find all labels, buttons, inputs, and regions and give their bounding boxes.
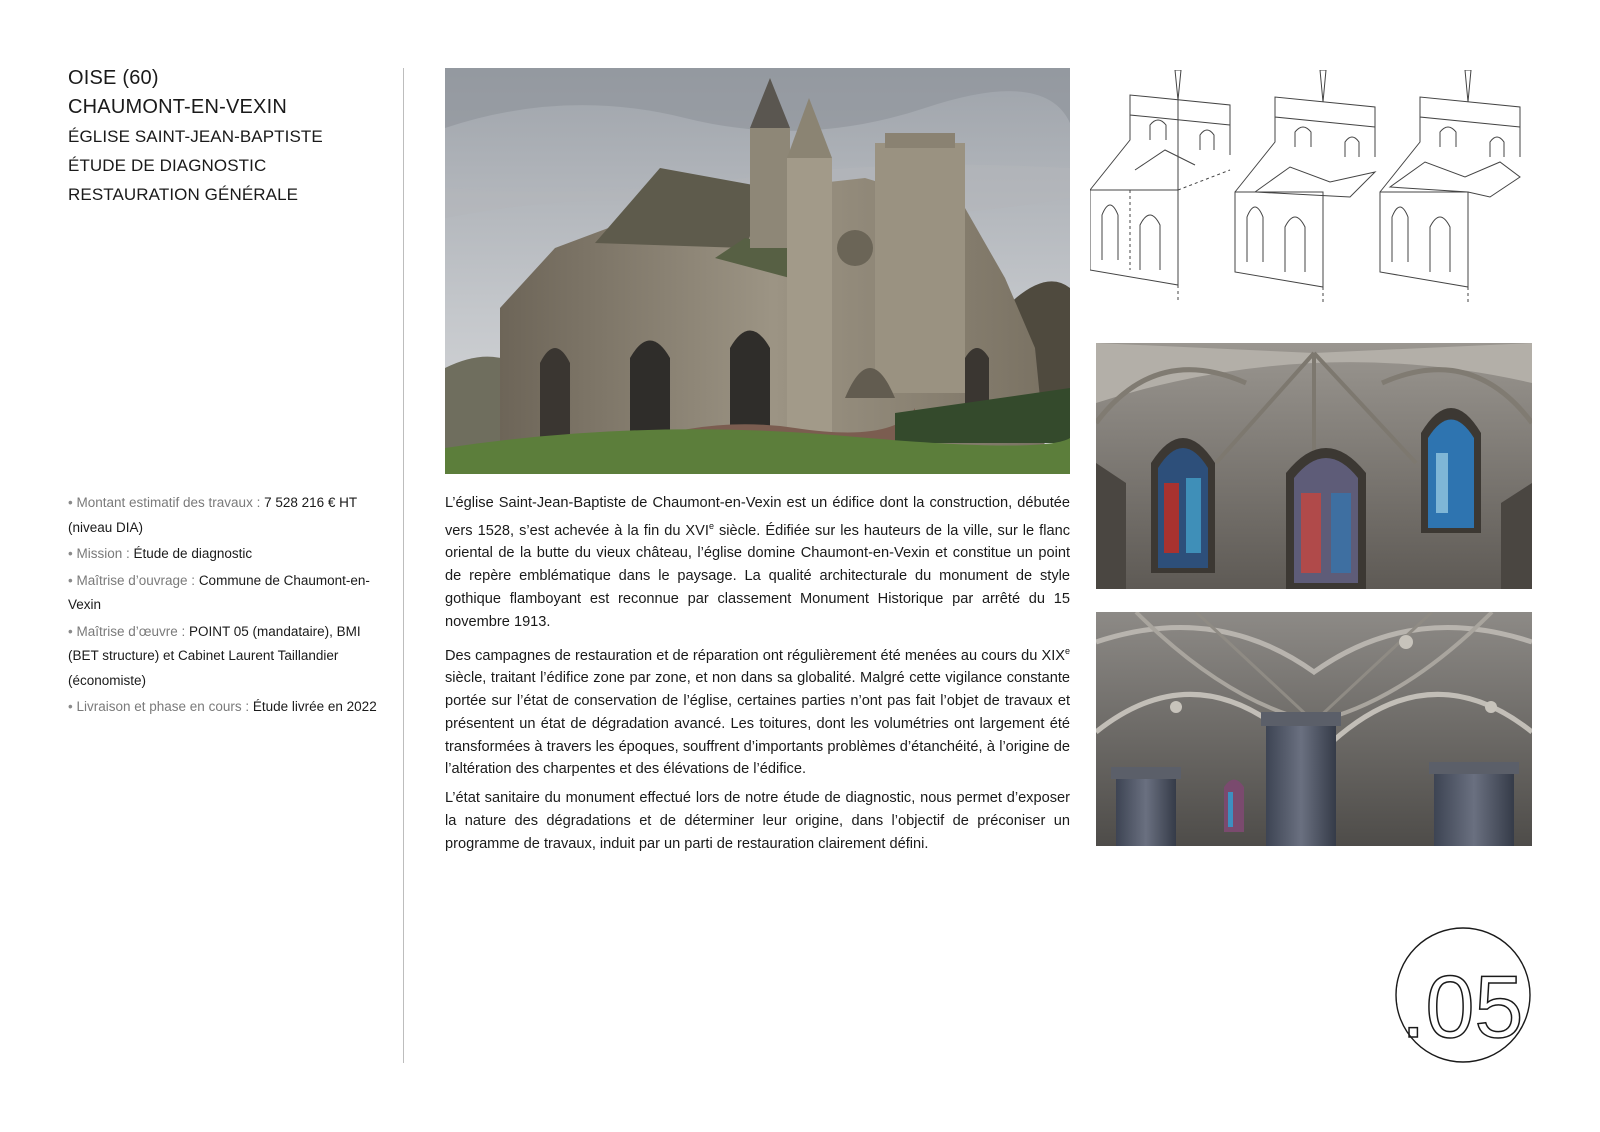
- fact-key: Livraison et phase en cours :: [76, 699, 250, 714]
- fact-item-team: [68, 620, 393, 694]
- text-run: Des campagnes de restauration et de réparation ont régulièrement été menées au cours du XIX: [445, 647, 1065, 664]
- sketch-variant-1: [1090, 70, 1230, 302]
- sketch-variant-3: [1380, 70, 1520, 302]
- point05-logo: [1393, 925, 1533, 1065]
- fact-key: Maîtrise d’ouvrage :: [76, 572, 196, 588]
- fact-value: POINT 05 (mandataire), BMI (BET structure) et Cabinet Laurent Taillandier (économiste): [68, 623, 361, 688]
- department-title: OISE (60): [68, 67, 159, 89]
- project-description: [445, 492, 1070, 862]
- fact-value: Commune de Chaumont-en-Vexin: [68, 572, 370, 612]
- superscript: e: [1064, 645, 1070, 656]
- title-block: [68, 64, 398, 209]
- fact-item-client: [68, 569, 393, 618]
- vertical-divider: [403, 68, 404, 1063]
- church-exterior-photo: [445, 68, 1070, 474]
- town-title: CHAUMONT-EN-VEXIN: [68, 96, 287, 118]
- logo-text: .05: [1401, 957, 1524, 1056]
- scope-title: RESTAURATION GÉNÉRALE: [68, 185, 299, 204]
- bullet-icon: •: [68, 699, 77, 714]
- interior-vaults-photo: [1096, 612, 1532, 846]
- roof-volume-sketches: [1090, 70, 1538, 302]
- sketch-variant-2: [1235, 70, 1375, 302]
- bullet-icon: •: [68, 495, 77, 510]
- text-run: siècle. Édifiée sur les hauteurs de la ville, sur le flanc oriental de la butte du vieux château, l’église domine Chaumont-en-Vexin et constitue un point de repère emblématique dans le paysage. La qualité architecturale du monument de style gothique flamboyant est reconnue par classement Monument Historique par arrêté du 15 novembre 1913.: [445, 522, 1070, 630]
- text-run: siècle, traitant l’édifice zone par zone, et non dans sa globalité. Malgré cette vigilance constante portée sur l’état de conservation de l’église, certaines parties n’ont pas fait l’objet de travaux et présentent un état de dégradation avancé. Les toitures, dont les volumétries ont largement été transformées à travers les époques, souffrent d’importants problèmes d’étanchéité, à l’origine de l’altération des charpentes et des élévations de l’édifice.: [445, 670, 1070, 778]
- paragraph-history: [445, 492, 1070, 634]
- paragraph-campaigns: [445, 640, 1070, 782]
- fact-key: Mission :: [76, 546, 130, 561]
- superscript: e: [708, 520, 714, 531]
- building-title: ÉGLISE SAINT-JEAN-BAPTISTE: [68, 127, 323, 146]
- fact-item-budget: [68, 491, 393, 540]
- study-title: ÉTUDE DE DIAGNOSTIC: [68, 156, 267, 175]
- bullet-icon: •: [68, 623, 77, 639]
- bullet-icon: •: [68, 546, 77, 561]
- text-run: L’église Saint-Jean-Baptiste de Chaumont-en-Vexin est un édifice dont la construction, débutée vers 1528, s’est achevée à la fin du XVI: [445, 495, 1070, 539]
- fact-item-mission: [68, 542, 393, 567]
- paragraph-diagnostic: L’état sanitaire du monument effectué lors de notre étude de diagnostic, nous permet d’exposer la nature des dégradations et de déterminer leur origine, dans l’objectif de préconiser un programme de travaux, induit par un parti de restauration clairement défini.: [445, 790, 1070, 852]
- fact-value: 7 528 216 € HT (niveau DIA): [68, 495, 357, 535]
- bullet-icon: •: [68, 572, 77, 588]
- fact-item-delivery: [68, 695, 393, 720]
- project-facts-list: [68, 491, 393, 722]
- fact-value: Étude de diagnostic: [133, 546, 253, 561]
- interior-stained-glass-photo: [1096, 343, 1532, 589]
- fact-value: Étude livrée en 2022: [252, 699, 377, 714]
- fact-key: Montant estimatif des travaux :: [76, 495, 261, 510]
- fact-key: Maîtrise d’œuvre :: [76, 623, 186, 639]
